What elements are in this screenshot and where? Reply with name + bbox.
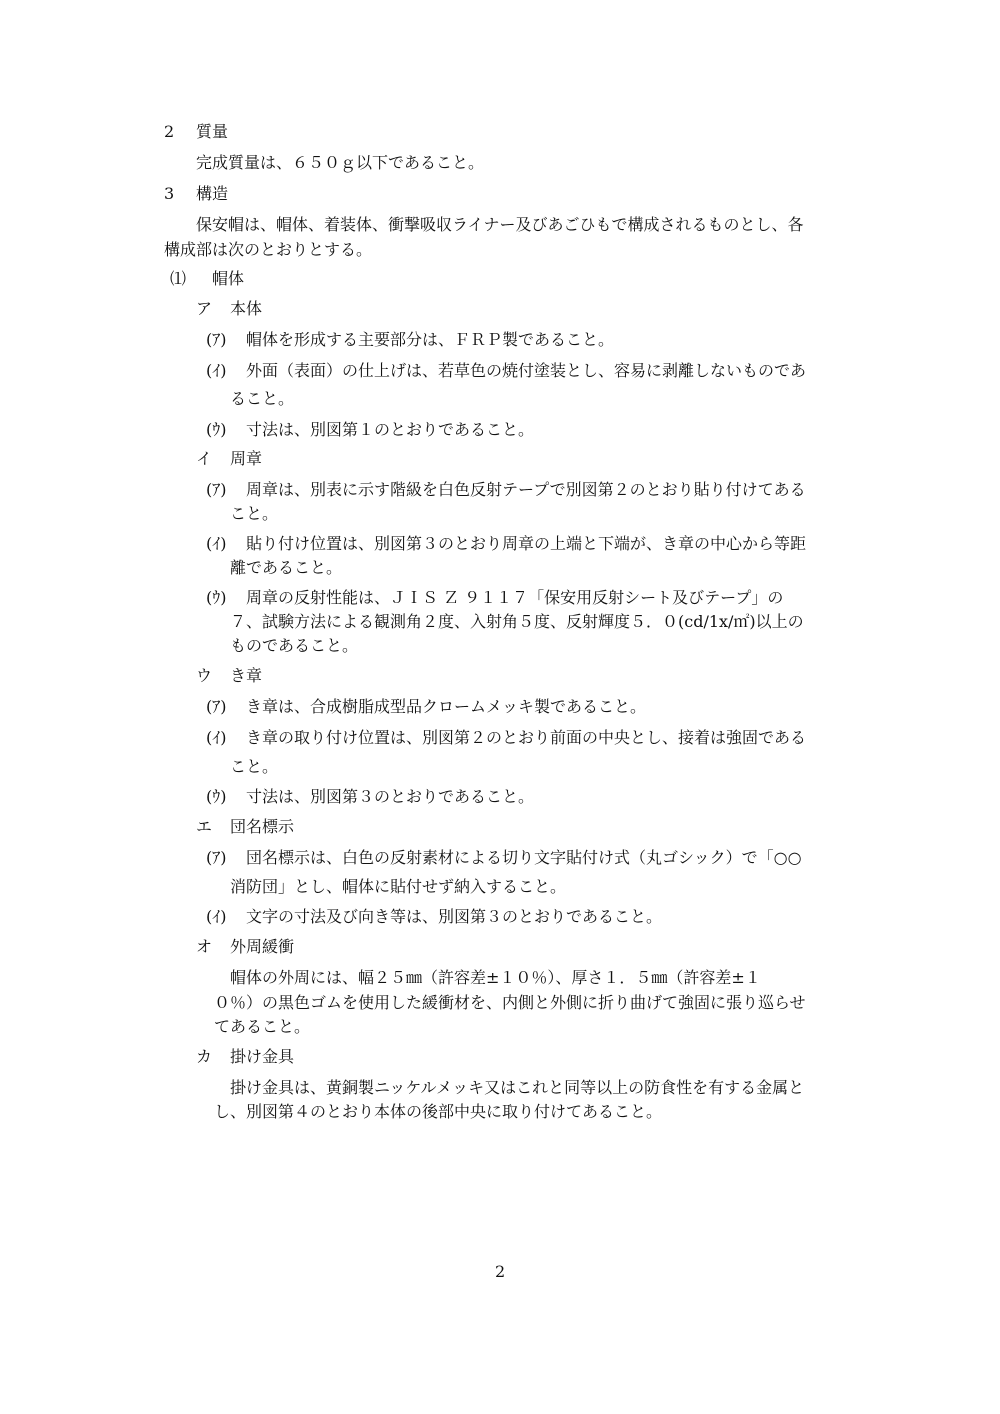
item-a-3-line-1: 寸法は、別図第１のとおりであること。 [246, 420, 535, 439]
item-c-2-line-2: こと。 [230, 757, 279, 776]
item-e-line-3: てあること。 [214, 1017, 311, 1036]
item-c-1-line-1: き章は、合成樹脂成型品クロームメッキ製であること。 [246, 697, 647, 716]
item-b-2-marker: (ｲ) [206, 534, 227, 553]
item-b-1-line-2: こと。 [230, 504, 279, 523]
item-c-2-line-1: き章の取り付け位置は、別図第２のとおり前面の中央とし、接着は強固である [246, 728, 807, 747]
item-c-marker: ウ [196, 666, 213, 685]
section-3-number: 3 [164, 184, 175, 203]
item-a-1-marker: (ｱ) [206, 330, 227, 349]
item-a-2-line-1: 外面（表面）の仕上げは、若草色の焼付塗装とし、容易に剥離しないものであ [246, 361, 807, 380]
item-b-3-line-3: ものであること。 [230, 636, 359, 655]
section-3-intro-line-1: 保安帽は、帽体、着装体、衝撃吸収ライナー及びあごひもで構成されるものとし、各 [196, 215, 804, 234]
item-d-2-line-1: 文字の寸法及び向き等は、別図第３のとおりであること。 [246, 907, 663, 926]
section-2-heading: 質量 [196, 122, 229, 141]
item-b-3-line-1: 周章の反射性能は、ＪＩＳ Ｚ ９１１７「保安用反射シート及びテープ」の [246, 588, 784, 607]
section-2-body: 完成質量は、６５０ｇ以下であること。 [196, 153, 485, 172]
section-3-heading: 構造 [196, 184, 229, 203]
item-d-1-marker: (ｱ) [206, 848, 227, 867]
item-d-1-line-1: 団名標示は、白色の反射素材による切り文字貼付け式（丸ゴシック）で「○○ [246, 848, 802, 867]
item-f-marker: カ [196, 1047, 213, 1066]
page-number: 2 [495, 1262, 506, 1281]
item-c-heading: き章 [230, 666, 263, 685]
item-b-2-line-1: 貼り付け位置は、別図第３のとおり周章の上端と下端が、き章の中心から等距 [246, 534, 807, 553]
item-f-heading: 掛け金具 [230, 1047, 295, 1066]
item-b-1-marker: (ｱ) [206, 480, 227, 499]
sub-1-heading: 帽体 [212, 269, 245, 288]
item-d-heading: 団名標示 [230, 817, 295, 836]
item-b-heading: 周章 [230, 449, 263, 468]
item-b-3-marker: (ｳ) [206, 588, 227, 607]
item-a-2-marker: (ｲ) [206, 361, 227, 380]
item-b-1-line-1: 周章は、別表に示す階級を白色反射テープで別図第２のとおり貼り付けてある [246, 480, 806, 499]
item-d-2-marker: (ｲ) [206, 907, 227, 926]
sub-1-marker: ⑴ [170, 269, 187, 288]
section-2-number: 2 [164, 122, 175, 141]
item-e-heading: 外周緩衝 [230, 937, 295, 956]
item-a-heading: 本体 [230, 299, 263, 318]
item-f-line-1: 掛け金具は、黄銅製ニッケルメッキ又はこれと同等以上の防食性を有する金属と [230, 1078, 805, 1097]
item-b-2-line-2: 離であること。 [230, 558, 343, 577]
item-e-marker: オ [196, 937, 213, 956]
item-b-marker: イ [196, 449, 213, 468]
item-a-3-marker: (ｳ) [206, 420, 227, 439]
item-c-3-line-1: 寸法は、別図第３のとおりであること。 [246, 787, 535, 806]
item-a-1-line-1: 帽体を形成する主要部分は、ＦＲＰ製であること。 [246, 330, 615, 349]
item-c-1-marker: (ｱ) [206, 697, 227, 716]
item-e-line-2: ０％）の黒色ゴムを使用した緩衝材を、内側と外側に折り曲げて強固に張り巡らせ [214, 993, 806, 1012]
item-b-3-line-2: ７、試験方法による観測角２度、入射角５度、反射輝度５．０(cd/1x/㎡)以上の [230, 612, 804, 631]
section-3-intro-line-2: 構成部は次のとおりとする。 [164, 240, 373, 259]
item-a-2-line-2: ること。 [230, 389, 295, 408]
item-c-3-marker: (ｳ) [206, 787, 227, 806]
item-a-marker: ア [196, 299, 213, 318]
item-d-marker: エ [196, 817, 213, 836]
item-f-line-2: し、別図第４のとおり本体の後部中央に取り付けてあること。 [214, 1102, 663, 1121]
item-d-1-line-2: 消防団」とし、帽体に貼付せず納入すること。 [230, 877, 567, 896]
item-c-2-marker: (ｲ) [206, 728, 227, 747]
item-e-line-1: 帽体の外周には、幅２５㎜（許容差±１０％）、厚さ１．５㎜（許容差±１ [230, 968, 761, 987]
